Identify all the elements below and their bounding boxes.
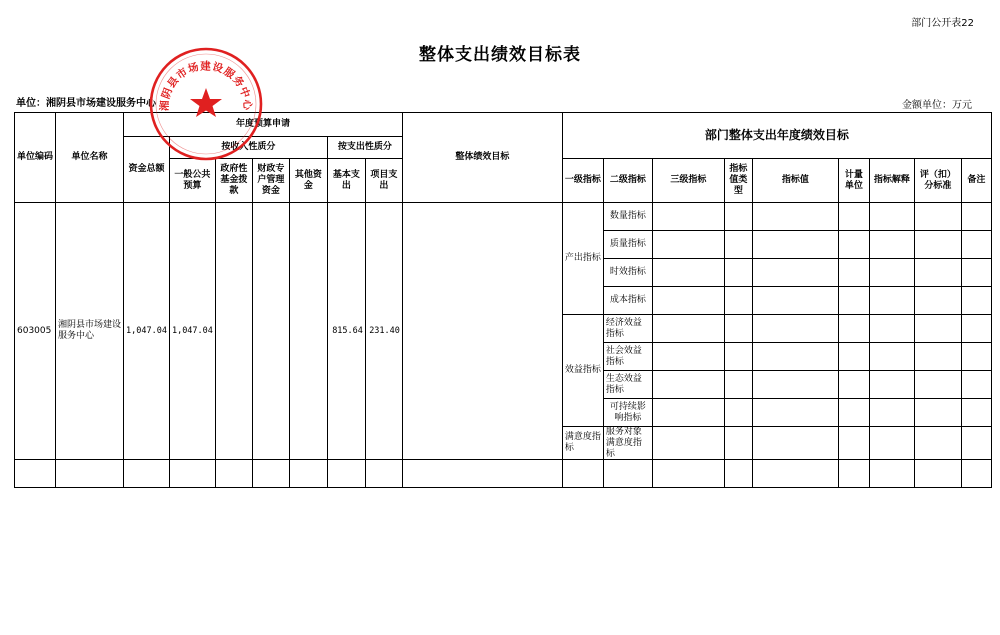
header-unit-code: 单位编码 (15, 113, 56, 203)
header-remark: 备注 (961, 159, 991, 203)
cell-overall-goal (402, 203, 562, 460)
header-project: 项目支出 (365, 159, 402, 203)
page-title: 整体支出绩效目标表 (419, 45, 581, 65)
cell-project: 231.40 (365, 203, 402, 460)
cell-basic: 815.64 (327, 203, 365, 460)
header-annual-budget: 年度预算申请 (124, 113, 403, 137)
unit-label: 单位：湘阴县市场建设服务中心 (16, 98, 156, 109)
cell-special (252, 203, 289, 460)
header-unit-name: 单位名称 (56, 113, 124, 203)
seal-text: 湘阴县市场建设服务中心 (158, 60, 254, 112)
header-total: 资金总额 (124, 137, 170, 203)
indicator-service: 服务对象满意度指标 (603, 427, 652, 460)
indicator-ecological: 生态效益指标 (603, 371, 652, 399)
header-basic: 基本支出 (327, 159, 365, 203)
header-by-income: 按收入性质分 (169, 137, 327, 159)
header-level2: 二级指标 (603, 159, 652, 203)
header-level1: 一级指标 (562, 159, 603, 203)
header-score: 评（扣）分标准 (914, 159, 961, 203)
header-measure-unit: 计量单位 (838, 159, 869, 203)
cell-other (289, 203, 327, 460)
indicator-output: 产出指标 (562, 203, 603, 315)
indicator-economic: 经济效益指标 (603, 315, 652, 343)
header-dept-goal: 部门整体支出年度绩效目标 (562, 113, 991, 159)
header-overall-goal: 整体绩效目标 (402, 113, 562, 203)
header-by-expense: 按支出性质分 (327, 137, 402, 159)
indicator-quality: 质量指标 (603, 231, 652, 259)
header-value-type: 指标值类型 (724, 159, 752, 203)
indicator-benefit: 效益指标 (562, 315, 603, 427)
document-number: 部门公开表22 (911, 18, 974, 29)
indicator-satisfaction: 满意度指标 (562, 427, 603, 460)
indicator-timeliness: 时效指标 (603, 259, 652, 287)
indicator-quantity: 数量指标 (603, 203, 652, 231)
header-special: 财政专户管理资金 (252, 159, 289, 203)
performance-table (14, 112, 992, 488)
header-gov-fund: 政府性基金拨款 (215, 159, 252, 203)
cell-gov-fund (215, 203, 252, 460)
cell-unit-code: 603005 (15, 203, 56, 460)
header-general: 一般公共预算 (169, 159, 215, 203)
cell-general: 1,047.04 (169, 203, 215, 460)
cell-unit-name: 湘阴县市场建设服务中心 (56, 203, 124, 460)
indicator-cost: 成本指标 (603, 287, 652, 315)
cell-total: 1,047.04 (124, 203, 170, 460)
header-level3: 三级指标 (652, 159, 724, 203)
header-value: 指标值 (752, 159, 838, 203)
header-explain: 指标解释 (869, 159, 914, 203)
amount-unit-label: 金额单位：万元 (902, 100, 972, 111)
indicator-social: 社会效益指标 (603, 343, 652, 371)
indicator-sustainable: 可持续影响指标 (603, 399, 652, 427)
header-other: 其他资金 (289, 159, 327, 203)
